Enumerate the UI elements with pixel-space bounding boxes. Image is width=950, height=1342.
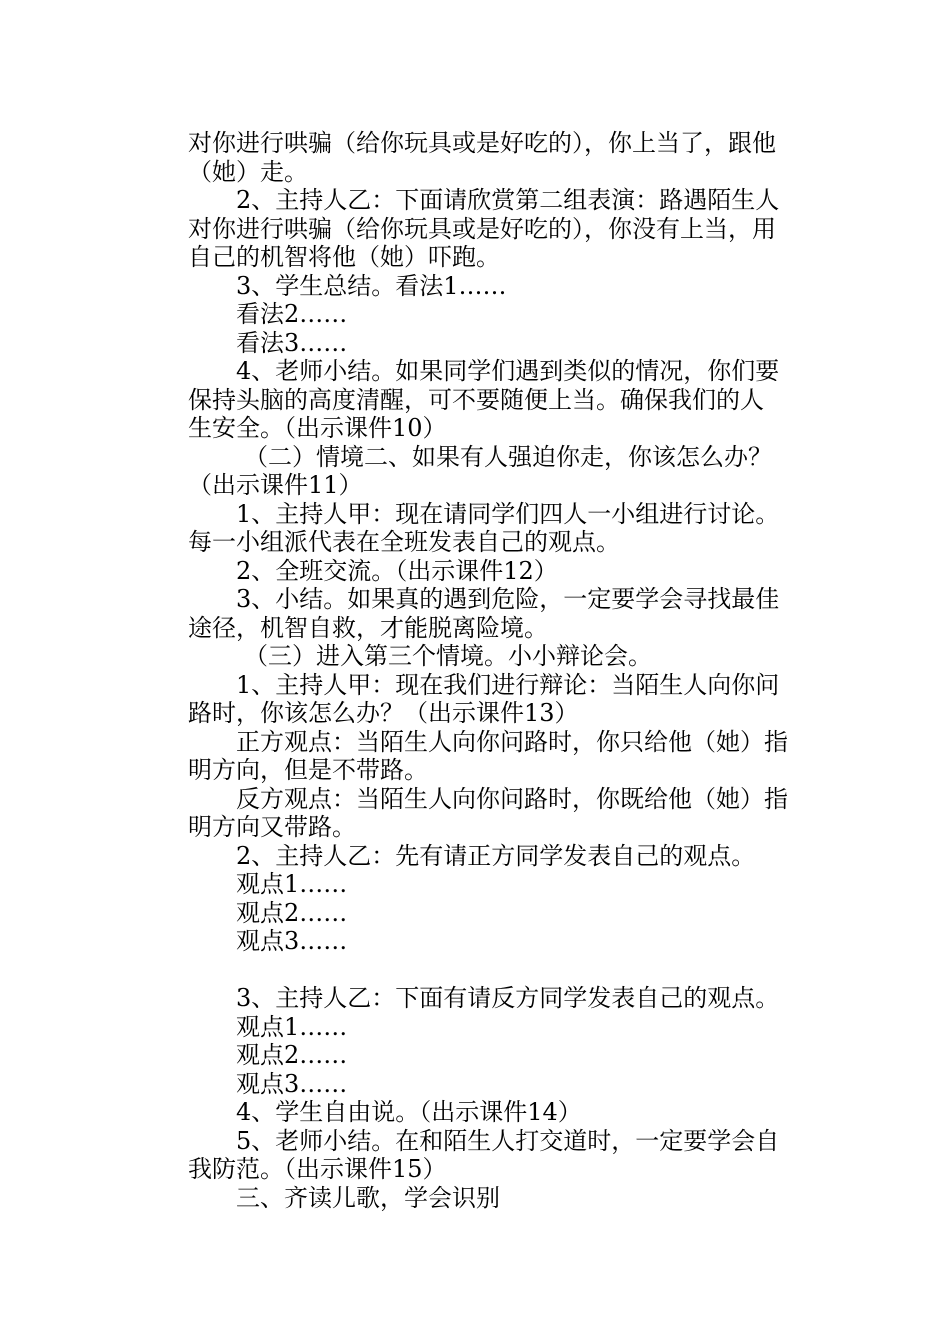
text-line: 看法3…… — [236, 328, 348, 357]
text-line: 4、老师小结。如果同学们遇到类似的情况，你们要 — [236, 357, 780, 385]
text-line: 我防范。（出示课件15） — [188, 1155, 447, 1183]
text-line: 对你进行哄骗（给你玩具或是好吃的），你没有上当，用 — [188, 214, 776, 243]
text-line: 2、全班交流。（出示课件12） — [236, 556, 558, 585]
text-line: （二）情境二、如果有人强迫你走，你该怎么办？ — [244, 442, 772, 471]
text-line: 1、主持人甲：现在我们进行辩论：当陌生人向你问 — [236, 670, 780, 699]
text-line: 5、老师小结。在和陌生人打交道时，一定要学会自 — [236, 1126, 780, 1155]
text-line: 2、主持人乙：先有请正方同学发表自己的观点。 — [236, 841, 756, 870]
text-line: 每一小组派代表在全班发表自己的观点。 — [188, 528, 620, 556]
text-line: 保持头脑的高度清醒，可不要随便上当。确保我们的人 — [188, 385, 764, 414]
text-line: （她）走。 — [188, 157, 308, 186]
text-line: 1、主持人甲：现在请同学们四人一小组进行讨论。 — [236, 499, 780, 528]
text-line: 反方观点：当陌生人向你问路时，你既给他（她）指 — [236, 784, 788, 813]
text-line: 生安全。（出示课件10） — [188, 414, 447, 442]
text-line: 4、学生自由说。（出示课件14） — [236, 1098, 582, 1126]
text-line: 3、学生总结。看法1…… — [236, 271, 507, 300]
text-line: 3、主持人乙：下面有请反方同学发表自己的观点。 — [236, 984, 780, 1012]
text-line: （三）进入第三个情境。小小辩论会。 — [244, 642, 652, 670]
text-line: 2、主持人乙：下面请欣赏第二组表演：路遇陌生人 — [236, 186, 780, 214]
text-line: 观点2…… — [236, 1041, 348, 1069]
text-line: 观点1…… — [236, 1012, 348, 1041]
text-line: 看法2…… — [236, 300, 348, 328]
text-line: 观点2…… — [236, 898, 348, 927]
text-line: 自己的机智将他（她）吓跑。 — [188, 243, 500, 271]
text-line: 明方向又带路。 — [188, 813, 356, 841]
text-line: （出示课件11） — [188, 471, 363, 499]
text-line: 途径，机智自救，才能脱离险境。 — [188, 613, 548, 642]
text-line: 观点1…… — [236, 870, 348, 898]
text-line: 对你进行哄骗（给你玩具或是好吃的），你上当了，跟他 — [188, 129, 776, 157]
text-line: 3、小结。如果真的遇到危险，一定要学会寻找最佳 — [236, 585, 780, 613]
text-line: 观点3…… — [236, 927, 348, 955]
text-line: 观点3…… — [236, 1069, 348, 1098]
text-line: 明方向，但是不带路。 — [188, 756, 428, 784]
blank-line — [188, 956, 788, 985]
text-line: 正方观点：当陌生人向你问路时，你只给他（她）指 — [236, 727, 788, 756]
document-body — [188, 129, 788, 1212]
text-line: 路时，你该怎么办？（出示课件13） — [188, 699, 579, 727]
text-line: 三、齐读儿歌，学会识别 — [236, 1183, 500, 1212]
